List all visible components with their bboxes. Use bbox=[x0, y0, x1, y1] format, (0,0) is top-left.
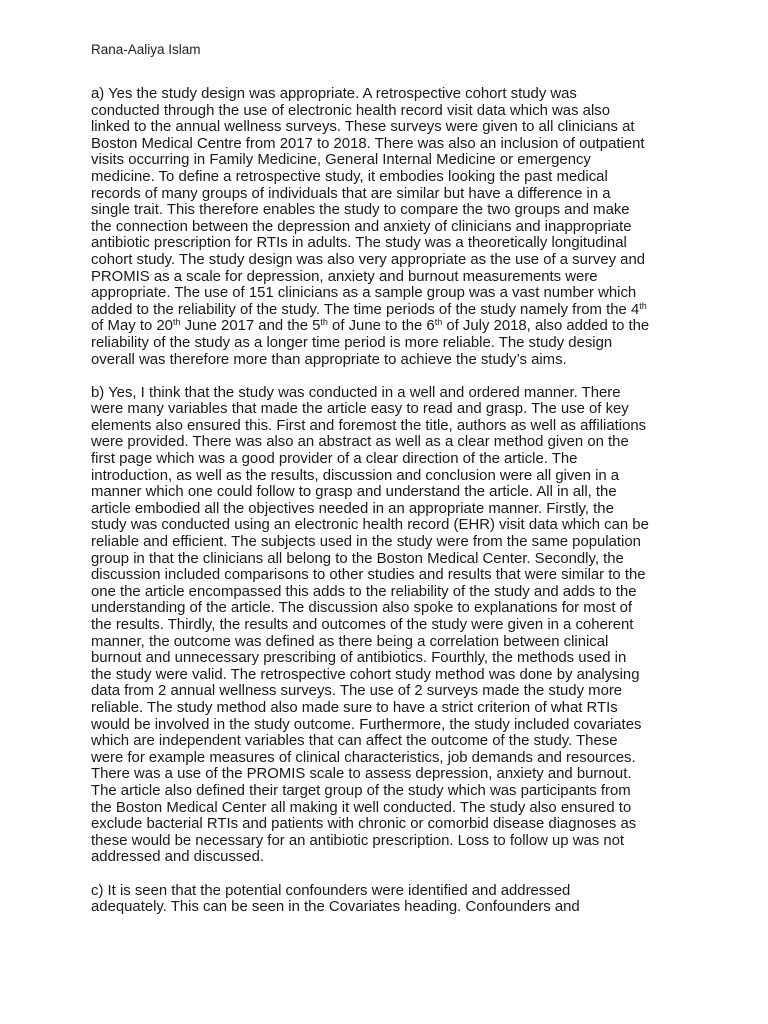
text-line bbox=[91, 136, 681, 153]
text-line bbox=[91, 86, 681, 103]
text-line bbox=[91, 551, 681, 568]
text-segment: manner which one could follow to grasp and understand the article. All in all, the bbox=[91, 484, 617, 501]
text-segment: the Boston Medical Center all making it well conducted. The study also ensured to bbox=[91, 799, 632, 816]
text-line bbox=[91, 451, 681, 468]
text-line bbox=[91, 883, 681, 900]
text-segment: records of many groups of individuals that are similar but have a difference in a bbox=[91, 185, 611, 202]
text-segment: added to the reliability of the study. The time periods of the study namely from the 4 bbox=[91, 301, 640, 318]
text-segment: conducted through the use of electronic health record visit data which was also bbox=[91, 102, 610, 119]
text-segment: adequately. This can be seen in the Covariates heading. Confounders and bbox=[91, 899, 580, 916]
text-line bbox=[91, 235, 681, 252]
text-line bbox=[91, 302, 681, 319]
author-name: Rana-Aaliya Islam bbox=[91, 42, 201, 57]
paragraph-gap bbox=[91, 368, 681, 385]
text-line bbox=[91, 650, 681, 667]
text-line bbox=[91, 318, 681, 335]
text-segment: reliability of the study as a longer time period is more reliable. The study design bbox=[91, 334, 613, 351]
text-segment: understanding of the article. The discussion also spoke to explanations for most of bbox=[91, 600, 633, 617]
text-line bbox=[91, 103, 681, 120]
text-segment: single trait. This therefore enables the study to compare the two groups and make bbox=[91, 202, 630, 219]
text-segment: of July 2018, also added to the bbox=[442, 318, 650, 335]
text-line bbox=[91, 501, 681, 518]
text-segment: would be involved in the study outcome. Furthermore, the study included covariates bbox=[91, 716, 642, 733]
ordinal-superscript: th bbox=[639, 300, 647, 311]
text-line bbox=[91, 816, 681, 833]
paragraph-gap bbox=[91, 866, 681, 883]
text-line bbox=[91, 849, 681, 866]
text-line bbox=[91, 717, 681, 734]
text-segment: were many variables that made the article easy to read and grasp. The use of key bbox=[91, 401, 629, 418]
text-segment: one the article encompassed this adds to the reliability of the study and adds to the bbox=[91, 583, 637, 600]
text-segment: June 2017 and the 5 bbox=[180, 318, 321, 335]
text-line bbox=[91, 335, 681, 352]
text-segment: appropriate. The use of 151 clinicians as a sample group was a vast number which bbox=[91, 285, 637, 302]
text-line bbox=[91, 202, 681, 219]
text-segment: overall was therefore more than appropriate to achieve the study’s aims. bbox=[91, 351, 567, 368]
paragraph-a bbox=[91, 86, 681, 368]
text-segment: b) Yes, I think that the study was conducted in a well and ordered manner. There bbox=[91, 384, 621, 401]
text-line bbox=[91, 567, 681, 584]
text-line bbox=[91, 468, 681, 485]
text-segment: a) Yes the study design was appropriate. A retrospective cohort study was bbox=[91, 86, 577, 102]
ordinal-superscript: th bbox=[434, 317, 443, 328]
text-segment: cohort study. The study design was also very appropriate as the use of a survey and bbox=[91, 251, 646, 268]
text-segment: medicine. To define a retrospective study, it embodies looking the past medical bbox=[91, 168, 608, 185]
text-segment: the study were valid. The retrospective cohort study method was done by analysing bbox=[91, 666, 640, 683]
text-line bbox=[91, 352, 681, 369]
text-segment: reliable. The study method also made sure to have a strict criterion of what RTIs bbox=[91, 699, 618, 716]
text-segment: Boston Medical Centre from 2017 to 2018. There was also an inclusion of outpatient bbox=[91, 135, 645, 152]
text-line bbox=[91, 484, 681, 501]
text-line bbox=[91, 600, 681, 617]
ordinal-superscript: th bbox=[172, 317, 181, 328]
text-segment: PROMIS as a scale for depression, anxiety and burnout measurements were bbox=[91, 268, 598, 285]
text-line bbox=[91, 285, 681, 302]
text-segment: antibiotic prescription for RTIs in adults. The study was a theoretically longitudinal bbox=[91, 235, 627, 252]
text-line bbox=[91, 733, 681, 750]
text-line bbox=[91, 783, 681, 800]
text-segment: the results. Thirdly, the results and outcomes of the study were given in a coherent bbox=[91, 617, 634, 633]
text-segment: burnout and unnecessary prescribing of antibiotics. Fourthly, the methods used in bbox=[91, 650, 627, 667]
text-line bbox=[91, 700, 681, 717]
text-segment: article embodied all the objectives needed in an appropriate manner. Firstly, the bbox=[91, 500, 614, 517]
text-line bbox=[91, 517, 681, 534]
text-segment: these would be necessary for an antibiotic prescription. Loss to follow up was not bbox=[91, 832, 625, 849]
text-segment: introduction, as well as the results, discussion and conclusion were all given in a bbox=[91, 467, 620, 484]
text-segment: exclude bacterial RTIs and patients with chronic or comorbid disease diagnoses as bbox=[91, 816, 637, 833]
text-line bbox=[91, 186, 681, 203]
text-segment: reliable and efficient. The subjects used in the study were from the same population bbox=[91, 534, 641, 551]
text-line bbox=[91, 152, 681, 169]
text-line bbox=[91, 269, 681, 286]
text-segment: were provided. There was also an abstract as well as a clear method given on the bbox=[91, 434, 629, 451]
text-segment: elements also ensured this. First and foremost the title, authors as well as affiliations bbox=[91, 417, 647, 434]
document-body bbox=[91, 86, 681, 916]
paragraph-c bbox=[91, 883, 681, 916]
text-segment: were for example measures of clinical characteristics, job demands and resources. bbox=[91, 749, 636, 766]
text-line bbox=[91, 169, 681, 186]
text-segment: addressed and discussed. bbox=[91, 849, 265, 866]
text-line bbox=[91, 119, 681, 136]
text-segment: manner, the outcome was defined as there being a correlation between clinical bbox=[91, 633, 609, 650]
text-line bbox=[91, 385, 681, 402]
text-segment: the connection between the depression and anxiety of clinicians and inappropriate bbox=[91, 218, 632, 235]
text-line bbox=[91, 766, 681, 783]
text-segment: The article also defined their target group of the study which was participants from bbox=[91, 782, 631, 799]
ordinal-superscript: th bbox=[320, 317, 328, 328]
paragraph-b bbox=[91, 385, 681, 866]
text-line bbox=[91, 534, 681, 551]
text-line bbox=[91, 252, 681, 269]
text-segment: of June to the 6 bbox=[327, 318, 435, 335]
text-segment: discussion included comparisons to other studies and results that were similar to the bbox=[91, 567, 646, 584]
text-line bbox=[91, 833, 681, 850]
text-line bbox=[91, 899, 681, 916]
text-line bbox=[91, 434, 681, 451]
text-line bbox=[91, 634, 681, 651]
text-line bbox=[91, 617, 681, 634]
text-line bbox=[91, 584, 681, 601]
text-segment: first page which was a good provider of a clear direction of the article. The bbox=[91, 451, 578, 468]
text-line bbox=[91, 418, 681, 435]
text-segment: data from 2 annual wellness surveys. The use of 2 surveys made the study more bbox=[91, 683, 623, 700]
text-segment: c) It is seen that the potential confounders were identified and addressed bbox=[91, 882, 571, 899]
text-line bbox=[91, 401, 681, 418]
text-line bbox=[91, 683, 681, 700]
text-line bbox=[91, 750, 681, 767]
text-segment: study was conducted using an electronic health record (EHR) visit data which can be bbox=[91, 517, 649, 534]
text-segment: group in that the clinicians all belong to the Boston Medical Center. Secondly, the bbox=[91, 550, 624, 567]
text-segment: linked to the annual wellness surveys. These surveys were given to all clinicians at bbox=[91, 119, 635, 136]
text-line bbox=[91, 800, 681, 817]
text-line bbox=[91, 667, 681, 684]
text-segment: visits occurring in Family Medicine, General Internal Medicine or emergency bbox=[91, 152, 591, 169]
text-segment: There was a use of the PROMIS scale to assess depression, anxiety and burnout. bbox=[91, 766, 632, 783]
text-segment: which are independent variables that can affect the outcome of the study. These bbox=[91, 733, 618, 750]
text-segment: of May to 20 bbox=[91, 318, 173, 335]
text-line bbox=[91, 219, 681, 236]
